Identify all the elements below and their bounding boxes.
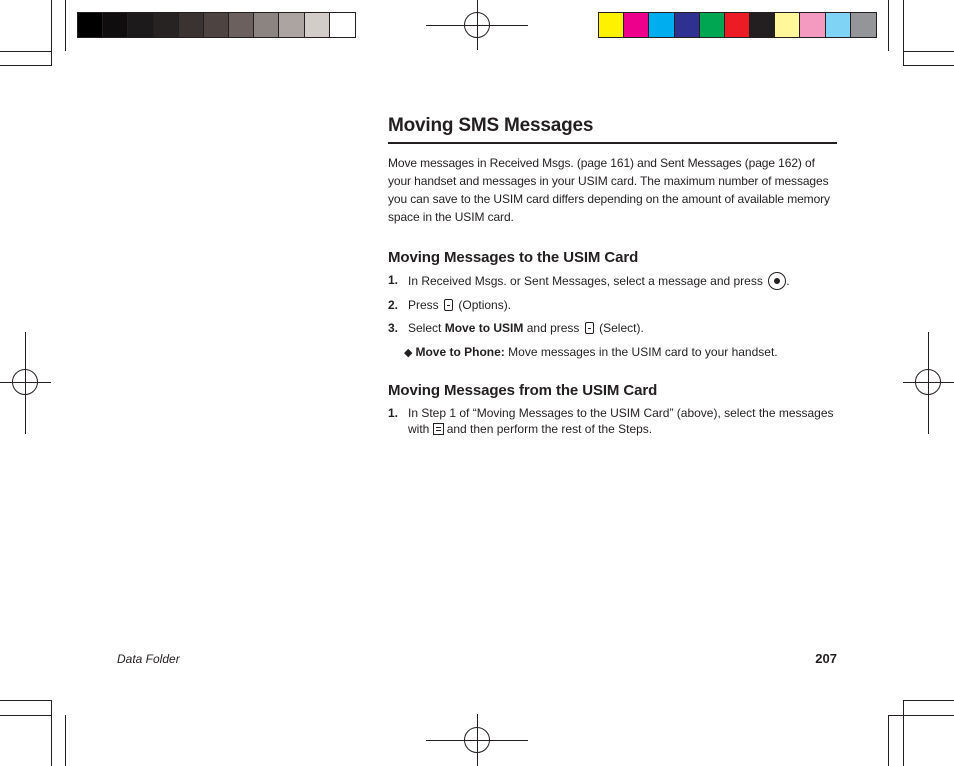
step-3-to-usim — [388, 320, 837, 336]
grayscale-swatch — [179, 13, 204, 37]
sub-item-label: Move to Phone: — [415, 345, 505, 359]
page-title: Moving SMS Messages — [388, 112, 837, 144]
process-color-swatch — [649, 13, 674, 37]
process-color-swatch — [826, 13, 851, 37]
diamond-bullet-icon: ◆ — [404, 347, 413, 359]
step-text: In Step 1 of “Moving Messages to the USIM Card” (above), select the messages with — [408, 406, 834, 436]
intro-paragraph: Move messages in Received Msgs. (page 161) and Sent Messages (page 162) of your handset and messages in your USIM card. The maximum number of messages you can save to the USIM card differs depending on the amount of available memory space in the USIM card. — [388, 156, 830, 224]
grayscale-swatch — [254, 13, 279, 37]
sub-item-move-to-phone — [404, 344, 837, 361]
step-text: Press — [408, 298, 439, 312]
step-text: (Select). — [599, 321, 644, 335]
section-heading-to-usim: Moving Messages to the USIM Card — [388, 249, 639, 266]
process-color-swatch — [675, 13, 700, 37]
page-number: 207 — [815, 651, 837, 666]
message-mark-icon — [433, 423, 444, 435]
step-text: and then perform the rest of the Steps. — [446, 422, 653, 436]
section-heading-from-usim: Moving Messages from the USIM Card — [388, 382, 658, 399]
step-number: 1. — [388, 406, 399, 420]
process-color-swatch — [851, 13, 876, 37]
grayscale-swatch — [305, 13, 330, 37]
step-number: 2. — [388, 298, 399, 312]
grayscale-color-bar — [77, 12, 356, 38]
grayscale-swatch — [204, 13, 229, 37]
grayscale-swatch — [229, 13, 254, 37]
process-color-swatch — [800, 13, 825, 37]
grayscale-swatch — [330, 13, 355, 37]
process-color-swatch — [700, 13, 725, 37]
step-text-end: . — [786, 274, 790, 288]
sub-item-text: Move messages in the USIM card to your handset. — [508, 345, 778, 359]
grayscale-swatch — [128, 13, 153, 37]
grayscale-swatch — [103, 13, 128, 37]
menu-option-name: Move to USIM — [444, 321, 524, 335]
step-text: Select — [408, 321, 442, 335]
step-1-from-usim — [388, 405, 837, 437]
step-2-to-usim — [388, 297, 837, 313]
grayscale-swatch — [78, 13, 103, 37]
soft-key-icon — [444, 299, 453, 311]
center-key-icon — [768, 272, 786, 290]
footer-section-name: Data Folder — [117, 652, 180, 666]
grayscale-swatch — [154, 13, 179, 37]
soft-key-icon — [585, 322, 594, 334]
process-color-swatch — [775, 13, 800, 37]
process-color-swatch — [750, 13, 775, 37]
process-color-bar — [598, 12, 877, 38]
step-text: (Options). — [458, 298, 512, 312]
process-color-swatch — [624, 13, 649, 37]
step-number: 3. — [388, 321, 399, 335]
page-content — [388, 112, 837, 444]
step-text: In Received Msgs. or Sent Messages, select a message and press — [408, 274, 763, 288]
step-number: 1. — [388, 273, 399, 287]
step-text: and press — [526, 321, 580, 335]
process-color-swatch — [725, 13, 750, 37]
grayscale-swatch — [279, 13, 304, 37]
process-color-swatch — [599, 13, 624, 37]
step-1-to-usim — [388, 272, 837, 290]
